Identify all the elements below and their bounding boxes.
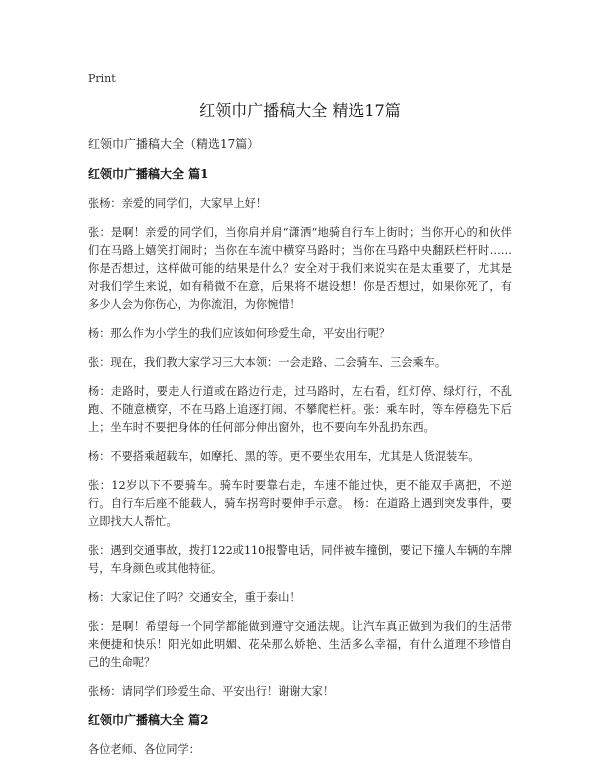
paragraph-6: 杨：不要搭乘超载车，如摩托、黑的等。更不要坐农用车，尤其是人货混装车。 bbox=[88, 450, 480, 463]
paragraph-11: 张杨：请同学们珍爱生命、平安出行！谢谢大家！ bbox=[88, 685, 335, 698]
section2-paragraph-1: 各位老师、各位同学： bbox=[88, 743, 200, 756]
section-heading-1: 红领巾广播稿大全 篇1 bbox=[88, 167, 209, 181]
print-label[interactable]: Print bbox=[88, 72, 116, 85]
paragraph-1: 张杨：亲爱的同学们，大家早上好！ bbox=[88, 197, 268, 210]
paragraph-4: 张：现在，我们教大家学习三大本领：一会走路、二会骑车、三会乘车。 bbox=[88, 356, 447, 369]
document-title: 红领巾广播稿大全 精选17篇 bbox=[199, 101, 401, 120]
paragraph-8: 张：遇到交通事故，拨打122或110报警电话，同伴被车撞倒，要记下撞人车辆的车牌号，车身颜色或其他特征。 bbox=[88, 544, 512, 575]
paragraph-10: 张：是啊！希望每一个同学都能做到遵守交通法规。让汽车真正做到为我们的生活带来便捷和快乐！阳光如此明媚、花朵那么娇艳、生活多么幸福，有什么道理不珍惜自己的生命呢？ bbox=[88, 620, 512, 669]
paragraph-2: 张：是啊！亲爱的同学们，当你肩并肩“潇洒”地骑自行车上街时；当你开心的和伙伴们在马路上嬉笑打闹时；当你在车流中横穿马路时；当你在马路中央翻跃栏杆时……你是否想过，这样做可能的结果是什么？安全对于我们来说实在是太重要了，尤其是对我们学生来说，如有稍微不在意，后果将不堪设想！你是否想过，如果你死了，有多少人会为你伤心，为你流泪，为你惋惜！ bbox=[88, 226, 512, 311]
document-subtitle: 红领巾广播稿大全（精选17篇） bbox=[88, 137, 260, 151]
paragraph-3: 杨：那么作为小学生的我们应该如何珍爱生命，平安出行呢？ bbox=[88, 327, 391, 340]
paragraph-5: 杨：走路时，要走人行道或在路边行走，过马路时，左右看，红灯停、绿灯行，不乱跑、不随意横穿，不在马路上追逐打闹、不攀爬栏杆。张：乘车时，等车停稳先下后上；坐车时不要把身体的任何部分伸出窗外，也不要向车外乱扔东西。 bbox=[88, 385, 512, 434]
section-heading-2: 红领巾广播稿大全 篇2 bbox=[88, 713, 209, 727]
paragraph-7: 张：12岁以下不要骑车。骑车时要靠右走，车速不能过快，更不能双手离把，不逆行。自行车后座不能载人，骑车拐弯时要伸手示意。 杨：在道路上遇到突发事件，要立即找大人帮忙。 bbox=[88, 479, 512, 528]
paragraph-9: 杨：大家记住了吗？交通安全，重于泰山！ bbox=[88, 591, 301, 604]
